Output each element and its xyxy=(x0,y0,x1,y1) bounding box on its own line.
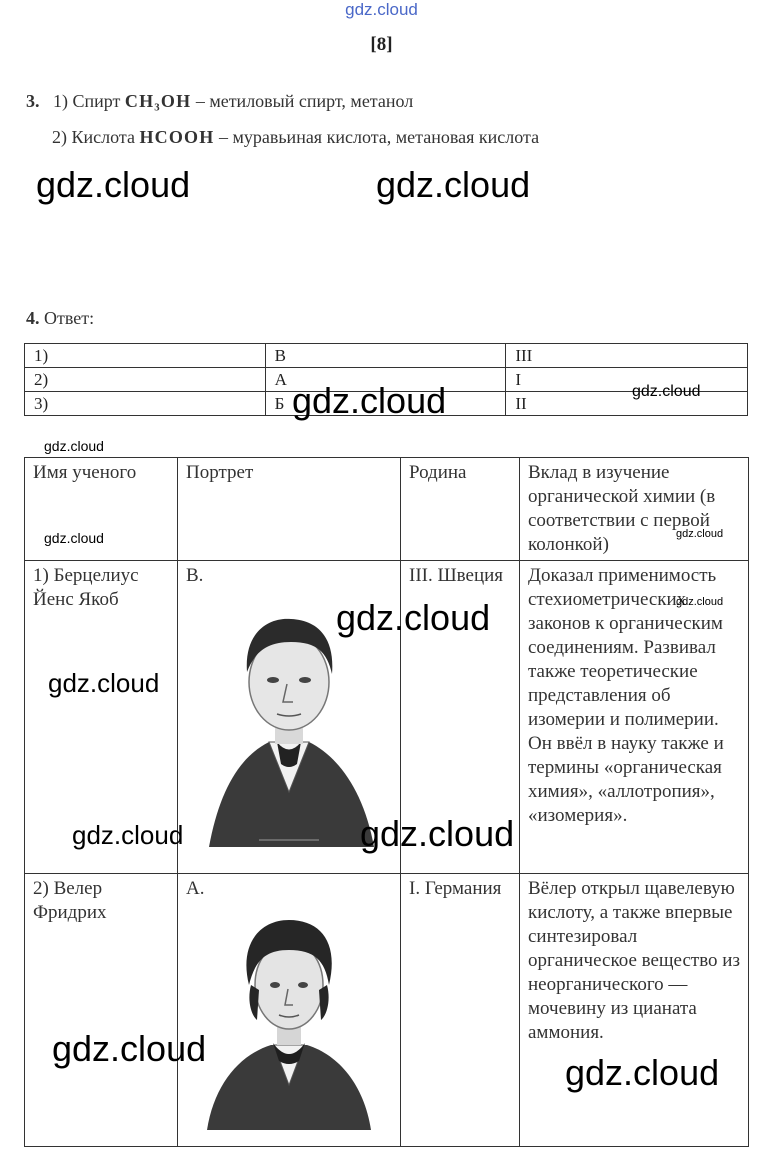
task4-number: 4. xyxy=(26,308,40,328)
page-number: [8] xyxy=(370,34,393,55)
watermark: gdz.cloud xyxy=(72,820,184,850)
watermark: gdz.cloud xyxy=(360,813,515,854)
scientist-homeland: III. Швеция xyxy=(401,561,520,874)
task3-line2-text: – муравьиная кислота, метановая кислота xyxy=(218,127,540,147)
task4-heading xyxy=(26,308,94,329)
task3-line1-text: – метиловый спирт, метанол xyxy=(195,91,414,111)
watermark: gdz.cloud xyxy=(676,528,724,540)
answer-cell: 2) xyxy=(25,368,266,392)
portrait-label: В. xyxy=(186,565,204,586)
portrait-cell xyxy=(178,874,401,1147)
watermark: gdz.cloud xyxy=(565,1052,720,1093)
header-contribution: Вклад в изучение органической химии (в соответствии с первой колонкой) xyxy=(520,458,749,561)
table-header-row xyxy=(25,458,749,561)
portrait-label: А. xyxy=(186,878,205,899)
task4-label: Ответ: xyxy=(44,308,95,328)
watermark: gdz.cloud xyxy=(676,596,724,608)
task3-line1-prefix: 1) Спирт xyxy=(53,91,121,111)
scientist-contribution: Вёлер открыл щавелевую кислоту, а также впервые синтезировал органическое вещество из неорганического — мочевину из цианата аммония. xyxy=(520,874,749,1147)
answer-cell: Б xyxy=(265,392,506,416)
watermark: gdz.cloud xyxy=(44,530,104,546)
task3-line2 xyxy=(52,127,539,148)
answer-cell: II xyxy=(506,392,748,416)
task3-number: 3. xyxy=(26,91,40,111)
watermark: gdz.cloud xyxy=(48,668,160,698)
watermark: gdz.cloud xyxy=(292,380,447,421)
answer-cell: III xyxy=(506,344,748,368)
watermark: gdz.cloud xyxy=(52,1028,207,1069)
watermark: gdz.cloud xyxy=(632,383,701,400)
watermark: gdz.cloud xyxy=(44,438,104,454)
header-name: Имя ученого xyxy=(25,458,178,561)
header-homeland: Родина xyxy=(401,458,520,561)
answer-cell: I xyxy=(506,368,748,392)
wohler-portrait xyxy=(199,905,379,1130)
task3-line1 xyxy=(26,91,413,112)
answer-cell: А xyxy=(265,368,506,392)
watermark: gdz.cloud xyxy=(336,597,491,638)
task3-line1-formula: CH₃OH xyxy=(124,91,192,111)
task3-line2-formula: HCOOH xyxy=(139,127,215,147)
table-row xyxy=(25,874,749,1147)
answer-cell: 1) xyxy=(25,344,266,368)
scientist-name: 2) Велер Фридрих xyxy=(25,874,178,1147)
watermark: gdz.cloud xyxy=(376,164,531,205)
scientist-homeland: I. Германия xyxy=(401,874,520,1147)
answer-cell: В xyxy=(265,344,506,368)
scientist-name: 1) Берцелиус Йенс Якоб xyxy=(25,561,178,874)
watermark: gdz.cloud xyxy=(36,164,191,205)
task3-line2-prefix: 2) Кислота xyxy=(52,127,135,147)
scientist-contribution: Доказал применимость стехиометрических законов к органическим соединениям. Развивал также теоретические представления об изомерии и полимерии. Он ввёл в науку также и термины «органическая химия», «аллотропия», «изомерия». xyxy=(520,561,749,874)
header-portrait: Портрет xyxy=(178,458,401,561)
answer-cell: 3) xyxy=(25,392,266,416)
answer-row xyxy=(25,344,748,368)
header-watermark: gdz.cloud xyxy=(345,0,418,19)
